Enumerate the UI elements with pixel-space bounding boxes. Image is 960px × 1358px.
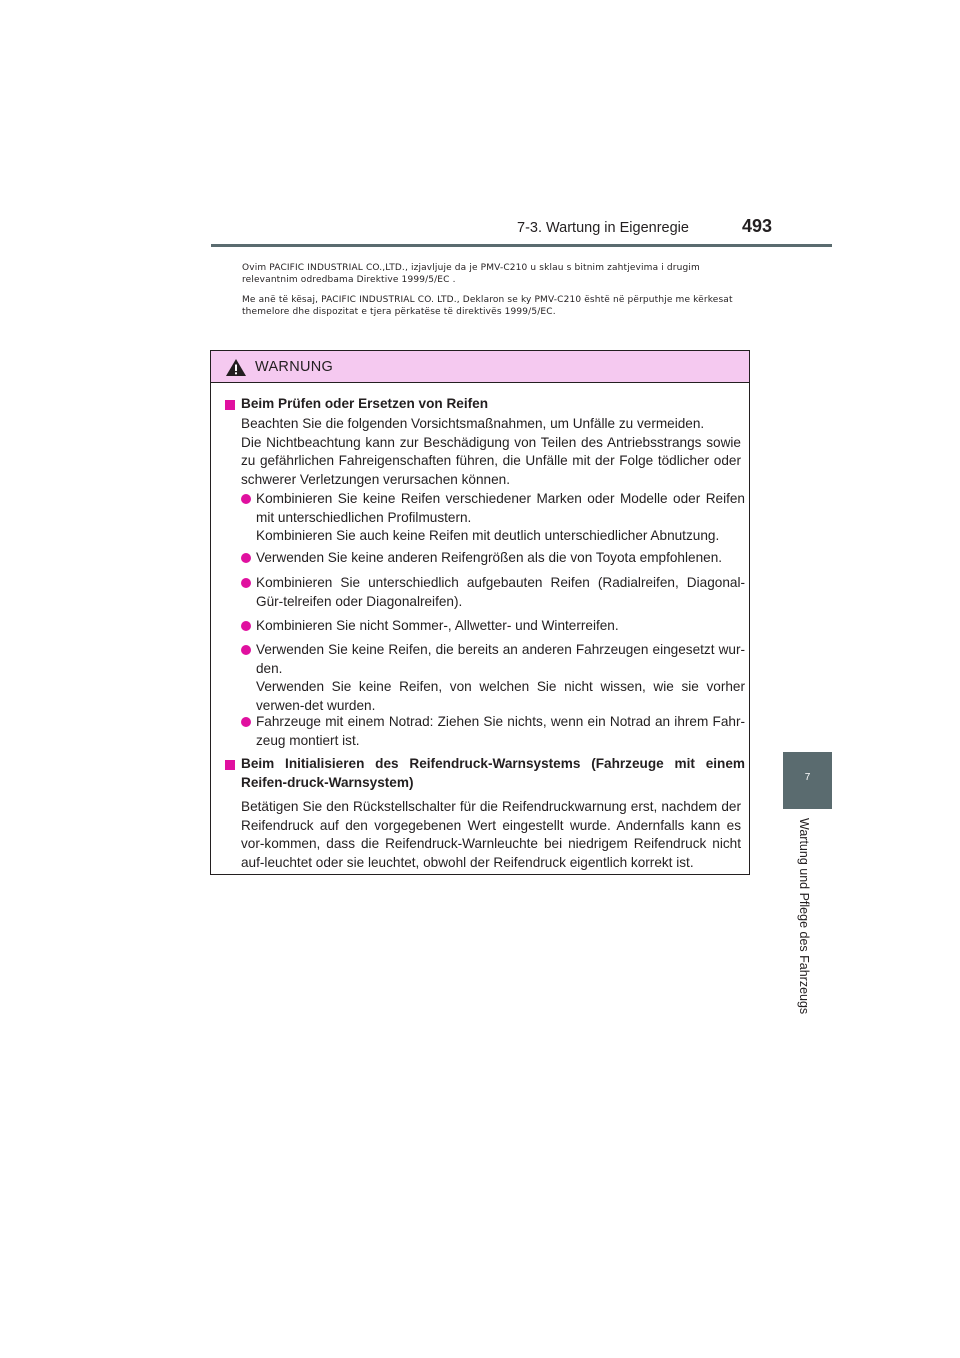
section-intro: Beachten Sie die folgenden Vorsichtsmaßnahmen, um Unfälle zu vermeiden. Die Nichtbeachtung kann zur Beschädigung von Teilen des Antriebsstrangs sowie zu gefährlichen Fahreigenschaften führen, die Unfälle mit der Folge tödlicher oder schwerer Verletzungen verursachen können. (241, 416, 741, 487)
square-bullet-icon (225, 400, 235, 410)
square-bullet-icon (225, 760, 235, 770)
list-item: Verwenden Sie keine anderen Reifengrößen als die von Toyota empfohlenen. (225, 549, 745, 568)
warning-title: WARNUNG (255, 359, 334, 375)
list-item: Kombinieren Sie nicht Sommer-, Allwetter- und Winterreifen. (225, 617, 745, 636)
round-bullet-icon (241, 621, 251, 631)
list-item: Fahrzeuge mit einem Notrad: Ziehen Sie nichts, wenn ein Notrad an ihrem Fahr-zeug montiert ist. (225, 713, 745, 750)
page-number: 493 (742, 216, 773, 236)
list-item: Kombinieren Sie keine Reifen verschiedener Marken oder Modelle oder Reifen mit unterschiedlichen Profilmustern. Kombinieren Sie auch keine Reifen mit deutlich unterschiedlicher Abnutzung. (225, 490, 745, 546)
round-bullet-icon (241, 553, 251, 563)
round-bullet-icon (241, 578, 251, 588)
section-title: 7-3. Wartung in Eigenregie (517, 220, 689, 236)
section-body-tpms: Betätigen Sie den Rückstellschalter für die Reifendruckwarnung erst, nachdem der Reifendruck auf den vorgegebenen Wert eingestellt wurde. Andernfalls kann es vor-kommen, dass die Reifendruck-Warnleuchte bei niedrigem Reifendruck nicht auf-leuchtet oder sie leuchtet, obwohl der Reifendruck eigentlich korrekt ist. (241, 799, 741, 870)
round-bullet-icon (241, 645, 251, 655)
warning-header (211, 351, 749, 383)
round-bullet-icon (241, 494, 251, 504)
section-heading-tpms: Beim Initialisieren des Reifendruck-Warnsystems (Fahrzeuge mit einem Reifen-druck-Warnsystem) (225, 755, 745, 792)
round-bullet-icon (241, 717, 251, 727)
header-divider (211, 244, 832, 247)
declaration-croatian: Ovim PACIFIC INDUSTRIAL CO.,LTD., izjavljuje da je PMV-C210 u sklau s bitnim zahtjevima i drugim relevantnim odredbama Direktive 1999/5/EC . (242, 263, 700, 285)
chapter-number: 7 (804, 772, 811, 783)
section-heading-tyres: Beim Prüfen oder Ersetzen von Reifen (225, 395, 745, 414)
warning-box (210, 350, 750, 875)
list-item: Verwenden Sie keine Reifen, die bereits an anderen Fahrzeugen eingesetzt wur-den. Verwenden Sie keine Reifen, von welchen Sie nicht wissen, wie sie vorher verwen-det wurden. (225, 641, 745, 715)
chapter-title: Wartung und Pflege des Fahrzeugs (797, 818, 811, 1015)
declaration-albanian: Me anë të kësaj, PACIFIC INDUSTRIAL CO. LTD., Deklaron se ky PMV-C210 është në përputhje me kërkesat themelore dhe dispozitat e tjera përkatëse të direktivës 1999/5/EC. (242, 295, 733, 317)
warning-triangle-icon (225, 358, 247, 377)
list-item: Kombinieren Sie unterschiedlich aufgebauten Reifen (Radialreifen, Diagonal-Gür-telreifen oder Diagonalreifen). (225, 574, 745, 611)
